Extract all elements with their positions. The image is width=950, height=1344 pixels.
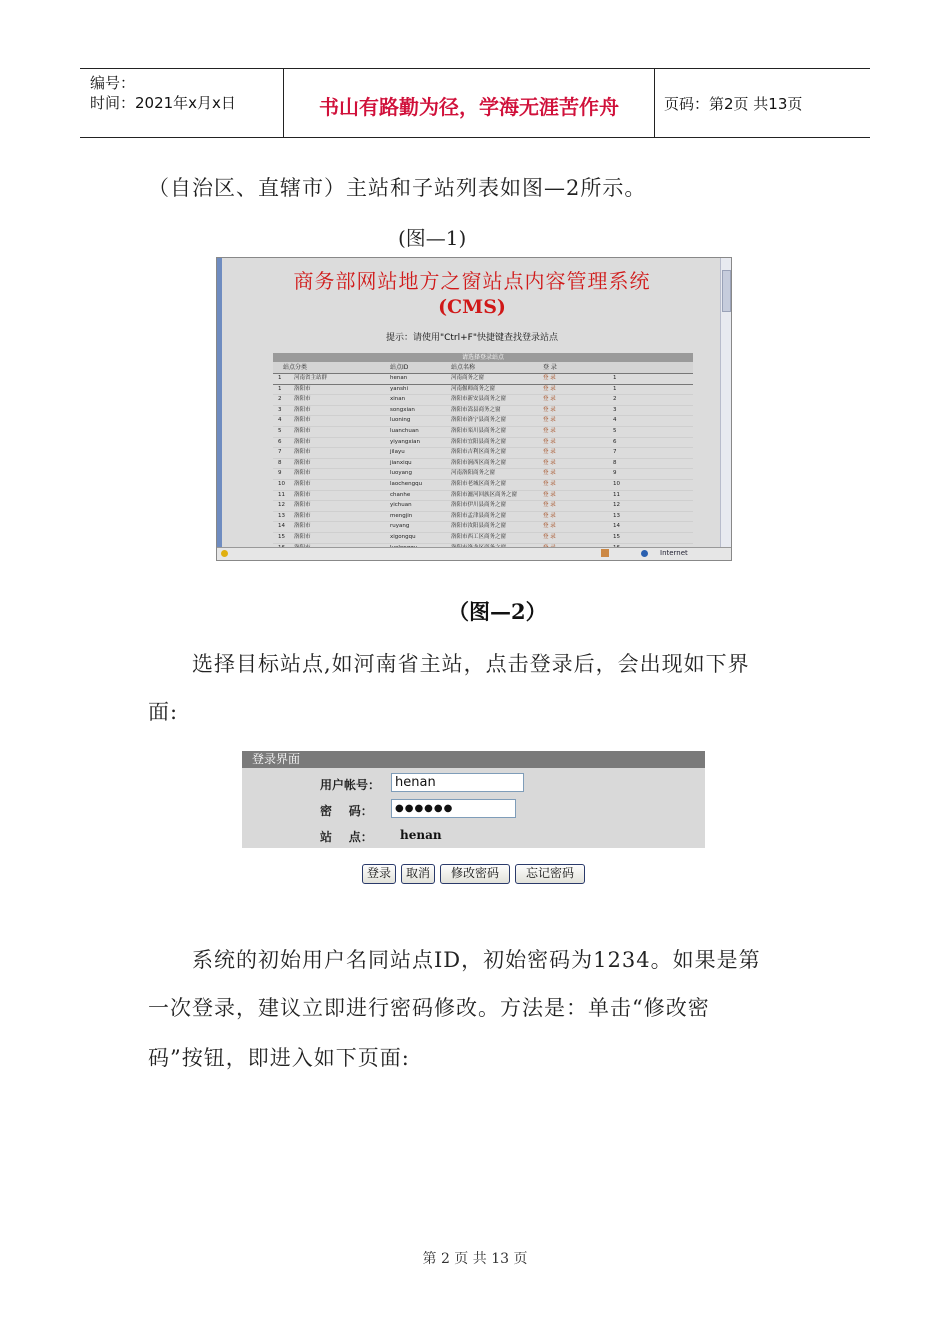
cms-title: [227, 268, 717, 320]
site-login-link[interactable]: 登 录: [543, 512, 556, 519]
site-cell-category: 洛阳市: [294, 512, 311, 519]
site-login-link[interactable]: 登 录: [543, 396, 556, 403]
site-login-link[interactable]: 登 录: [543, 406, 556, 413]
site-cell-category: 洛阳市: [294, 417, 311, 424]
site-cell-name: 洛阳市新安县商务之窗: [451, 396, 507, 403]
site-cell-category: 洛阳市: [294, 533, 311, 540]
login-panel: [242, 751, 705, 848]
site-cell-num: 1: [613, 375, 617, 381]
site-cell-no: 9: [278, 470, 282, 477]
site-login-link[interactable]: 登 录: [543, 427, 556, 434]
site-login-link[interactable]: 登 录: [543, 523, 556, 530]
paragraph-1-line-1: 选择目标站点,如河南省主站，点击登录后，会出现如下界: [192, 652, 750, 676]
site-cell-num: 10: [613, 480, 620, 487]
site-cell-name: 洛阳市涧西区商务之窗: [451, 459, 507, 466]
site-cell-num: 12: [613, 502, 620, 509]
site-cell-name: 洛阳市瀍河回族区商务之窗: [451, 491, 518, 498]
site-cell-name: 洛阳市吉利区商务之窗: [451, 449, 507, 456]
header-page-label: 页码：第2页 共13页: [664, 95, 803, 113]
site-cell-name: 河南偃师商务之窗: [451, 385, 496, 392]
site-label: 站 点：: [320, 830, 373, 844]
security-icon: [601, 549, 609, 557]
site-cell-id: jilayu: [390, 449, 405, 456]
site-row: [273, 438, 693, 449]
globe-icon: [641, 550, 648, 557]
forgot-password-button[interactable]: 忘记密码: [515, 864, 585, 884]
site-login-link[interactable]: 登 录: [543, 491, 556, 498]
site-cell-num: 3: [613, 406, 617, 413]
site-login-link[interactable]: 登 录: [543, 417, 556, 424]
window-edge: [217, 258, 222, 560]
site-cell-name: 洛阳市伊川县商务之窗: [451, 502, 507, 509]
change-password-button[interactable]: 修改密码: [440, 864, 510, 884]
site-row: [273, 427, 693, 438]
site-cell-category: 洛阳市: [294, 480, 311, 487]
site-cell-name: 洛阳市栾川县商务之窗: [451, 427, 507, 434]
site-cell-category: 洛阳市: [294, 406, 311, 413]
site-cell-name: 洛阳市嵩县商务之窗: [451, 406, 501, 413]
paragraph-2-line-2: 一次登录，建议立即进行密码修改。方法是：单击“修改密: [148, 996, 710, 1020]
site-cell-name: 河南商务之窗: [451, 375, 485, 381]
site-cell-name: 洛阳市孟津县商务之窗: [451, 512, 507, 519]
site-cell-no: 3: [278, 406, 282, 413]
site-cell-id: yanshi: [390, 385, 408, 392]
site-cell-category: 河南省主站群: [294, 375, 328, 381]
password-input[interactable]: ●●●●●●: [391, 799, 516, 818]
cms-tip: 提示：请使用"Ctrl+F"快捷键查找登录站点: [385, 333, 558, 343]
cancel-button[interactable]: 取消: [401, 864, 435, 884]
site-cell-no: 8: [278, 459, 282, 466]
paragraph-2-line-1: 系统的初始用户名同站点ID，初始密码为1234。如果是第: [192, 948, 761, 972]
site-cell-id: chanhe: [390, 491, 411, 498]
site-row: [273, 533, 693, 544]
account-label: 用户帐号：: [320, 778, 381, 792]
site-cell-no: 4: [278, 417, 282, 424]
site-cell-num: 9: [613, 470, 617, 477]
site-cell-id: mengjin: [390, 512, 413, 519]
site-row: [273, 395, 693, 406]
site-row: [273, 416, 693, 427]
site-cell-num: 13: [613, 512, 620, 519]
figure-1-caption: (图—1): [398, 226, 467, 250]
site-cell-no: 12: [278, 502, 285, 509]
number-label: 编号：: [90, 74, 136, 92]
site-cell-name: 洛阳市西工区商务之窗: [451, 533, 507, 540]
site-cell-category: 洛阳市: [294, 449, 311, 456]
site-cell-id: xigongqu: [390, 533, 416, 540]
site-row: [273, 459, 693, 470]
site-cell-id: xinan: [390, 396, 406, 403]
site-table-body: [273, 374, 693, 561]
header-divider: [654, 69, 655, 137]
column-header: 站点分类: [283, 364, 308, 371]
site-row: [273, 522, 693, 533]
site-cell-num: 14: [613, 523, 620, 530]
cms-screenshot: [216, 257, 732, 561]
site-row: [273, 512, 693, 523]
site-cell-num: 4: [613, 417, 617, 424]
login-panel-title: 登录界面: [242, 751, 705, 768]
site-cell-no: 7: [278, 449, 282, 456]
site-cell-no: 5: [278, 427, 282, 434]
cms-title-sub: (CMS): [438, 296, 506, 318]
zone-label: Internet: [660, 549, 688, 557]
site-cell-category: 洛阳市: [294, 459, 311, 466]
site-cell-name: 河南洛阳商务之窗: [451, 470, 496, 477]
site-cell-category: 洛阳市: [294, 385, 311, 392]
site-login-link[interactable]: 登 录: [543, 438, 556, 445]
site-cell-no: 14: [278, 523, 285, 530]
column-header: 站点名称: [451, 364, 476, 371]
site-row: [273, 501, 693, 512]
site-cell-id: songxian: [390, 406, 415, 413]
site-cell-category: 洛阳市: [294, 502, 311, 509]
site-row: [273, 491, 693, 502]
site-cell-id: laochengqu: [390, 480, 423, 487]
site-login-link[interactable]: 登 录: [543, 470, 556, 477]
site-cell-no: 13: [278, 512, 285, 519]
site-cell-num: 7: [613, 449, 617, 456]
site-value: henan: [400, 828, 442, 842]
vertical-scrollbar[interactable]: [720, 258, 731, 548]
site-cell-name: 洛阳市老城区商务之窗: [451, 480, 507, 487]
site-table-header: [273, 362, 693, 374]
site-cell-no: 11: [278, 491, 285, 498]
site-login-link[interactable]: 登 录: [543, 385, 556, 392]
site-cell-category: 洛阳市: [294, 396, 311, 403]
site-row: [273, 374, 693, 385]
header-meta: [90, 73, 236, 113]
document-header: [80, 68, 870, 138]
site-cell-num: 5: [613, 427, 617, 434]
intro-text: （自治区、直辖市）主站和子站列表如图—2所示。: [148, 176, 647, 200]
login-button[interactable]: 登录: [362, 864, 396, 884]
password-label: 密 码：: [320, 804, 373, 818]
site-cell-num: 15: [613, 533, 620, 540]
site-cell-id: luoyang: [390, 470, 412, 477]
site-row: [273, 448, 693, 459]
cms-title-main: 商务部网站地方之窗站点内容管理系统: [293, 269, 651, 293]
site-cell-category: 洛阳市: [294, 523, 311, 530]
site-cell-name: 洛阳市宜阳县商务之窗: [451, 438, 507, 445]
site-cell-no: 6: [278, 438, 282, 445]
site-cell-num: 6: [613, 438, 617, 445]
site-login-link[interactable]: 登 录: [543, 449, 556, 456]
site-cell-name: 洛阳市汝阳县商务之窗: [451, 523, 507, 530]
paragraph-2-line-3: 码”按钮，即进入如下页面:: [148, 1046, 410, 1070]
scrollbar-thumb[interactable]: [722, 270, 731, 312]
site-cell-category: 洛阳市: [294, 438, 311, 445]
site-cell-id: luanchuan: [390, 427, 419, 434]
page-footer: 第 2 页 共 13 页: [422, 1251, 528, 1267]
site-cell-category: 洛阳市: [294, 427, 311, 434]
site-row: [273, 406, 693, 417]
site-row: [273, 480, 693, 491]
site-row: [273, 469, 693, 480]
site-cell-id: yiyangxian: [390, 438, 421, 445]
site-table: [273, 353, 693, 561]
page-done-icon: [221, 550, 228, 557]
paragraph-1-line-2: 面:: [148, 700, 179, 724]
site-login-link[interactable]: 登 录: [543, 459, 556, 466]
figure-2-caption: （图—2）: [448, 599, 547, 624]
site-cell-id: luoning: [390, 417, 411, 424]
site-cell-id: yichuan: [390, 502, 412, 509]
site-cell-category: 洛阳市: [294, 470, 311, 477]
site-login-link[interactable]: 登 录: [543, 502, 556, 509]
status-bar: [217, 547, 731, 560]
site-cell-num: 8: [613, 459, 617, 466]
site-login-link[interactable]: 登 录: [543, 533, 556, 540]
site-cell-id: ruyang: [390, 523, 410, 530]
site-cell-category: 洛阳市: [294, 491, 311, 498]
site-cell-num: 2: [613, 396, 617, 403]
site-cell-no: 2: [278, 396, 282, 403]
site-table-title: 请选择登录站点: [273, 353, 693, 362]
site-row: [273, 385, 693, 396]
site-login-link[interactable]: 登 录: [543, 375, 556, 381]
site-cell-id: jianxiqu: [390, 459, 412, 466]
site-cell-no: 1: [278, 375, 282, 381]
column-header: 站点ID: [390, 364, 409, 371]
site-cell-no: 15: [278, 533, 285, 540]
site-cell-id: henan: [390, 375, 408, 381]
header-motto: 书山有路勤为径，学海无涯苦作舟: [319, 95, 619, 119]
date-label: 时间：2021年x月x日: [90, 94, 236, 112]
site-cell-name: 洛阳市洛宁县商务之窗: [451, 417, 507, 424]
site-cell-no: 1: [278, 385, 282, 392]
site-cell-no: 10: [278, 480, 285, 487]
site-cell-num: 1: [613, 385, 617, 392]
site-cell-num: 11: [613, 491, 620, 498]
column-header: 登 录: [543, 364, 557, 371]
site-login-link[interactable]: 登 录: [543, 480, 556, 487]
account-input[interactable]: henan: [391, 773, 524, 792]
